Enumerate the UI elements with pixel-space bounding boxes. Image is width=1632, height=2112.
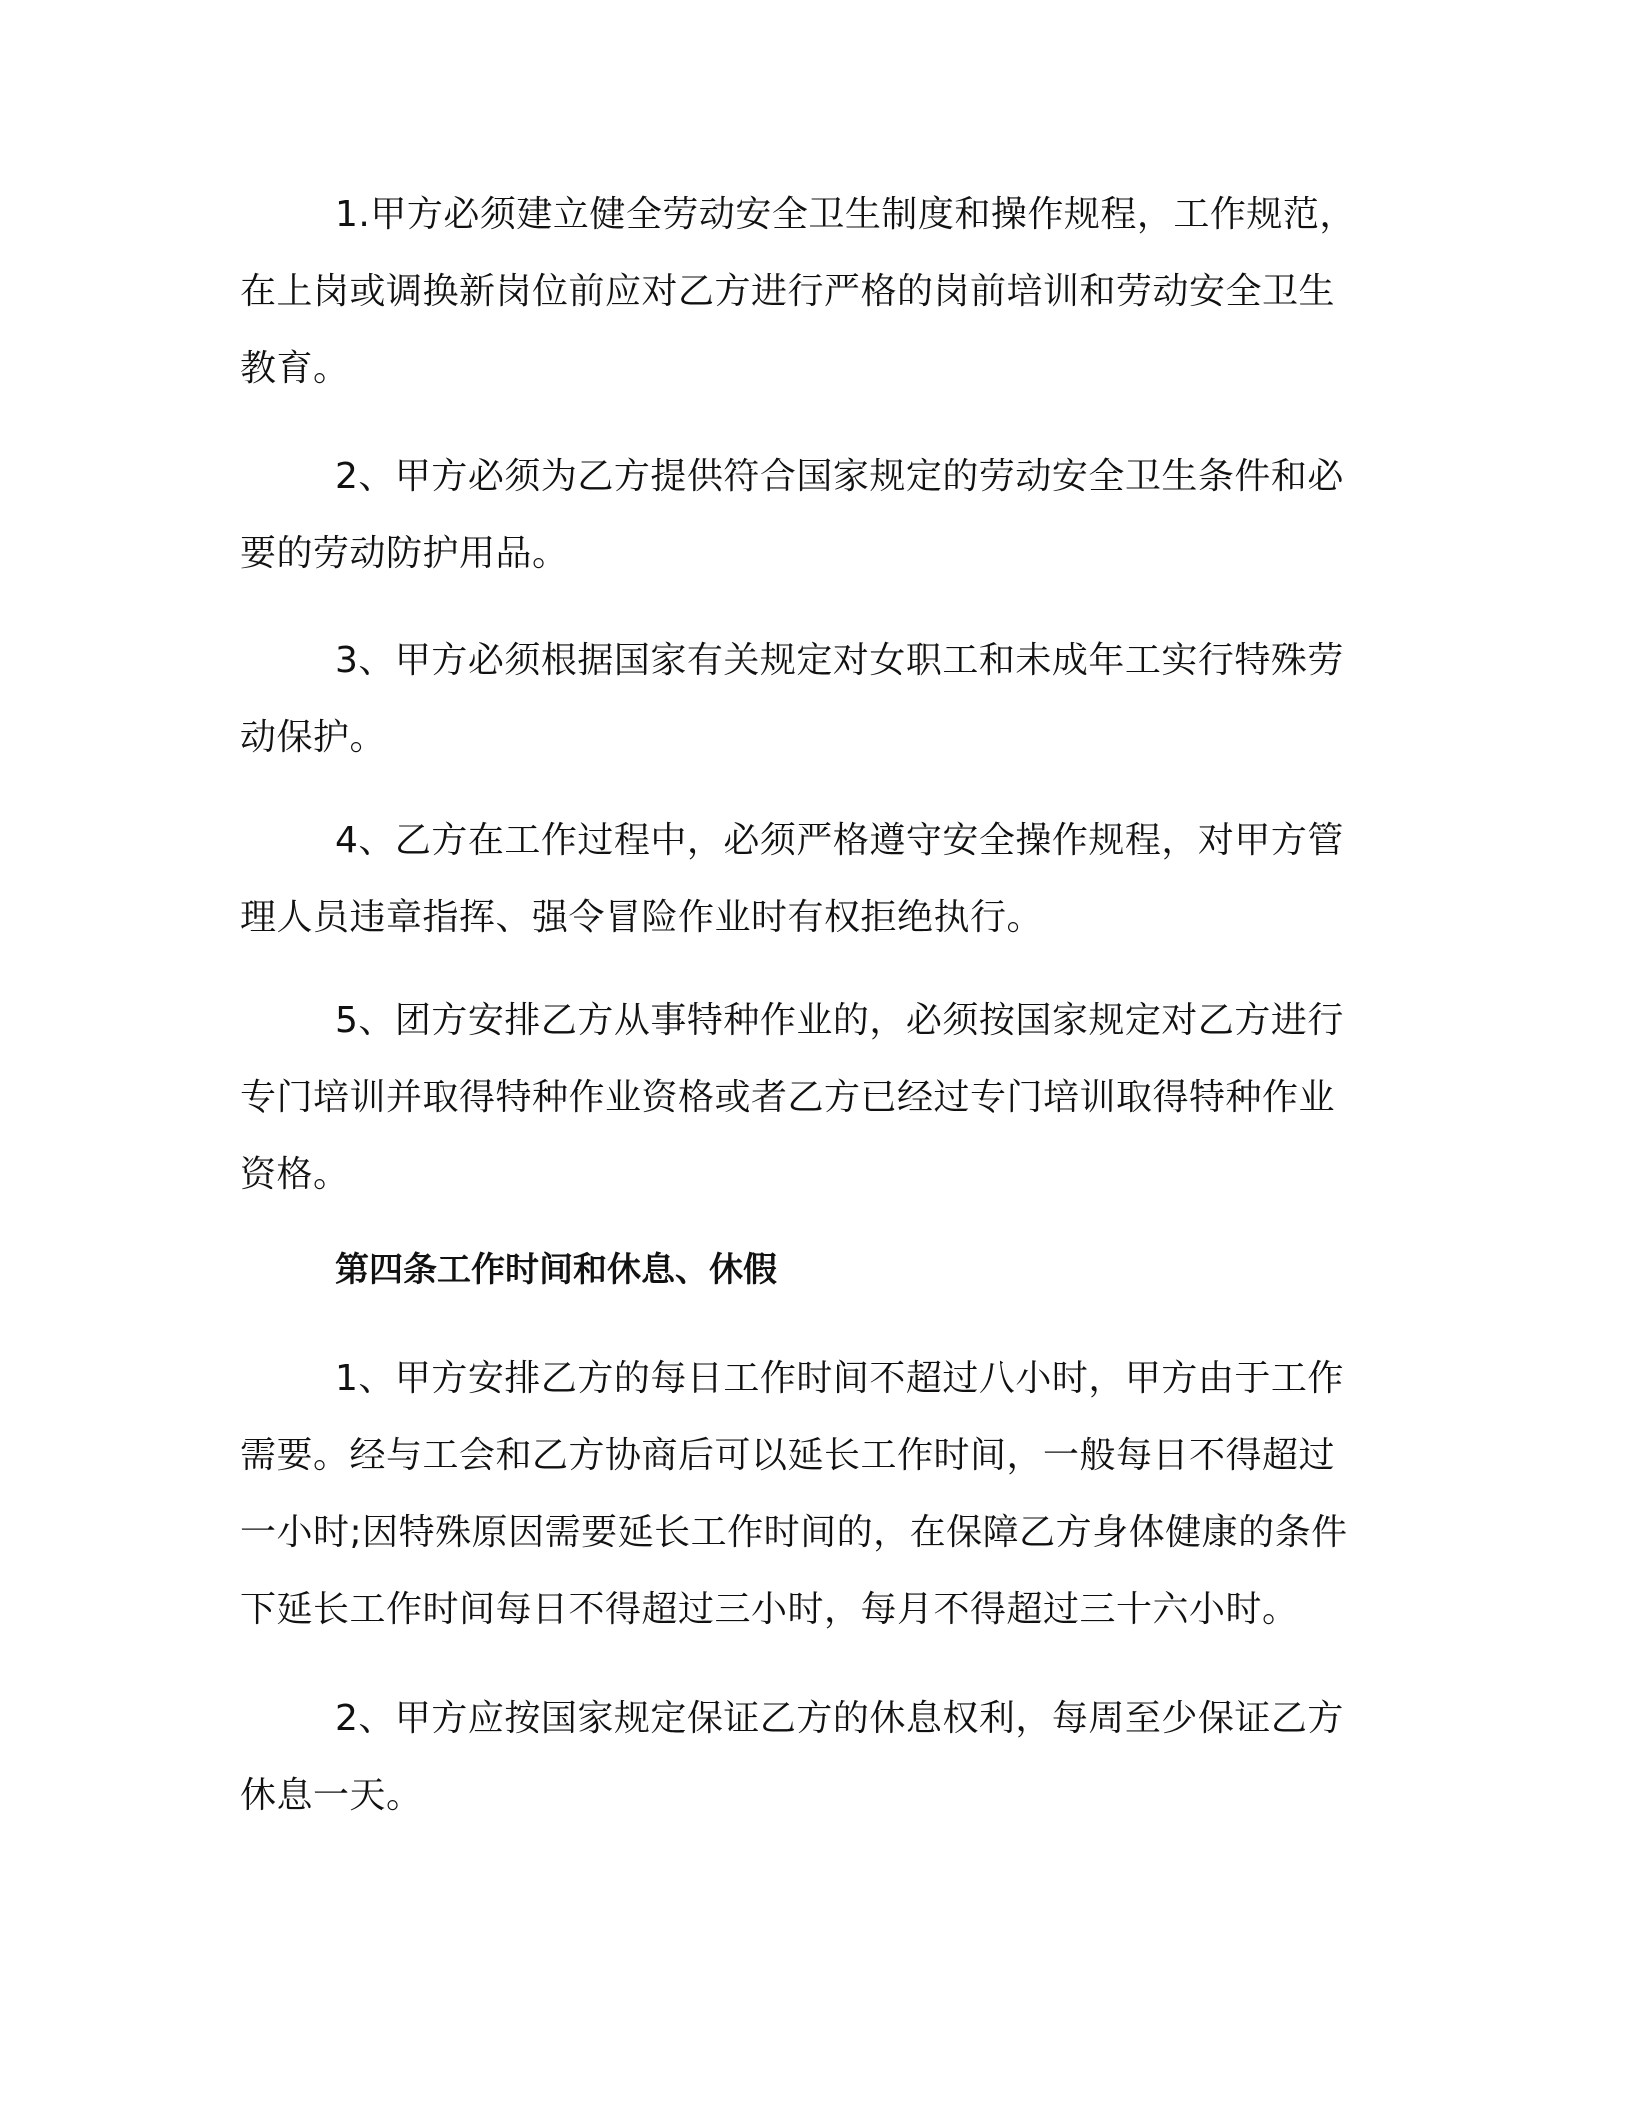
section-heading-working-hours: 第四条工作时间和休息、休假 <box>335 1250 777 1290</box>
paragraph-working-hours: 1、甲方安排乙方的每日工作时间不超过八小时，甲方由于工作需要。经与工会和乙方协商后可以延长工作时间，一般每日不得超过一小时;因特殊原因需要延长工作时间的，在保障乙方身体健康的条件下延长工作时间每日不得超过三小时，每月不得超过三十六小时。 <box>240 1358 1348 1630</box>
paragraph-safety-rules: 1.甲方必须建立健全劳动安全卫生制度和操作规程，工作规范，在上岗或调换新岗位前应对乙方进行严格的岗前培训和劳动安全卫生教育。 <box>240 194 1356 389</box>
paragraph-special-operations: 5、团方安排乙方从事特种作业的，必须按国家规定对乙方进行专门培训并取得特种作业资格或者乙方已经过专门培训取得特种作业资格。 <box>240 1000 1344 1195</box>
paragraph-protective-equipment: 2、甲方必须为乙方提供符合国家规定的劳动安全卫生条件和必要的劳动防护用品。 <box>240 456 1344 574</box>
paragraph-rest-rights: 2、甲方应按国家规定保证乙方的休息权利，每周至少保证乙方休息一天。 <box>240 1698 1344 1816</box>
paragraph-special-protection: 3、甲方必须根据国家有关规定对女职工和未成年工实行特殊劳动保护。 <box>240 640 1344 758</box>
paragraph-refuse-unsafe-orders: 4、乙方在工作过程中，必须严格遵守安全操作规程，对甲方管理人员违章指挥、强令冒险作业时有权拒绝执行。 <box>240 820 1344 938</box>
